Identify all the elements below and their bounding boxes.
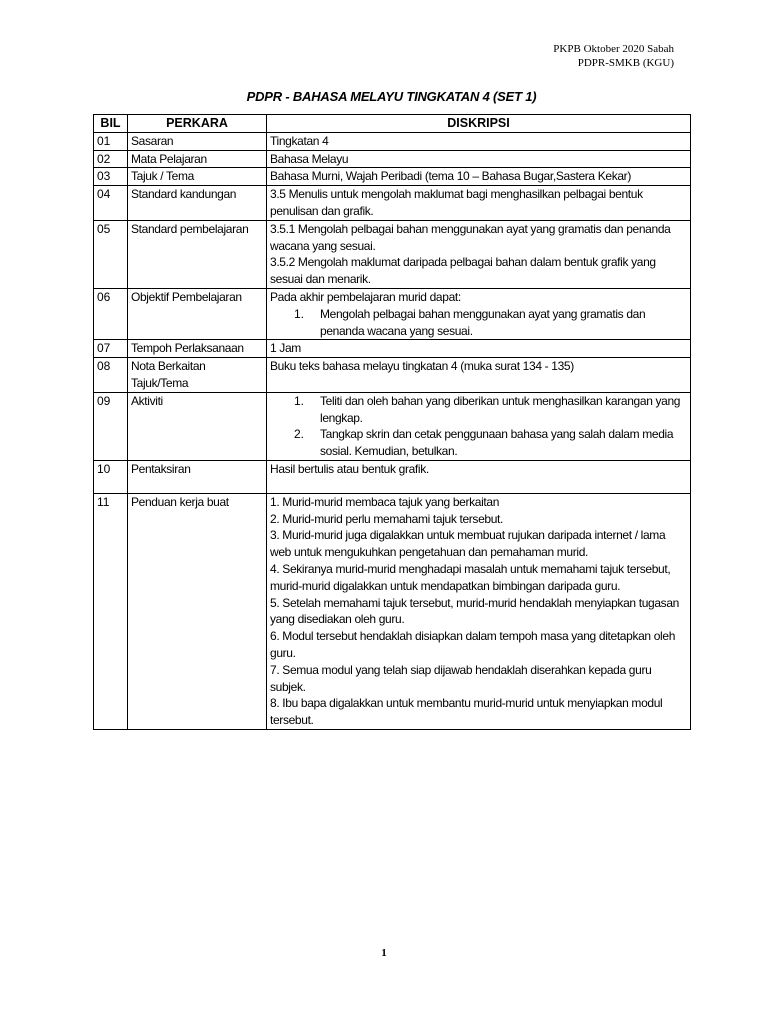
row-perkara	[128, 392, 267, 460]
perkara-text: Tempoh Perlaksanaan	[131, 341, 244, 356]
diskripsi-line: Buku teks bahasa melayu tingkatan 4 (muka surat 134 - 135)	[270, 359, 574, 374]
page-header	[553, 42, 674, 70]
perkara-text: Mata Pelajaran	[131, 151, 207, 166]
row-diskripsi	[267, 132, 691, 150]
document-title: PDPR - BAHASA MELAYU TINGKATAN 4 (SET 1)	[246, 89, 537, 104]
row-perkara	[128, 132, 267, 150]
diskripsi-line: Bahasa Murni, Wajah Peribadi (tema 10 – Bahasa Bugar,Sastera Kekar)	[270, 169, 631, 184]
table-row	[94, 340, 691, 358]
diskripsi-intro: Pada akhir pembelajaran murid dapat:	[270, 289, 461, 304]
row-bil: 01	[94, 132, 128, 150]
row-perkara	[128, 340, 267, 358]
diskripsi-line: 3.5.2 Mengolah maklumat daripada pelbagai bahan dalam bentuk grafik yang sesuai dan menarik.	[270, 255, 656, 287]
perkara-text: Nota Berkaitan Tajuk/Tema	[131, 359, 206, 390]
row-perkara	[128, 186, 267, 221]
numbered-list	[270, 393, 687, 460]
diskripsi-line: Tingkatan 4	[270, 133, 329, 148]
row-diskripsi	[267, 493, 691, 729]
row-diskripsi	[267, 220, 691, 288]
header-line-2: PDPR-SMKB (KGU)	[577, 57, 674, 69]
table-row	[94, 358, 691, 393]
perkara-text: Objektif Pembelajaran	[131, 289, 242, 304]
perkara-text: Standard pembelajaran	[131, 221, 249, 236]
header-bil: BIL	[94, 115, 128, 133]
diskripsi-line: 1. Murid-murid membaca tajuk yang berkaitan	[270, 494, 500, 509]
row-perkara	[128, 220, 267, 288]
perkara-text: Aktiviti	[131, 393, 163, 408]
row-diskripsi	[267, 168, 691, 186]
header-diskripsi: DISKRIPSI	[267, 115, 691, 133]
list-item	[270, 393, 687, 427]
diskripsi-line: 4. Sekiranya murid-murid menghadapi masalah untuk memahami tajuk tersebut, murid-murid digalakkan untuk mendapatkan bimbingan daripada guru.	[270, 561, 671, 593]
list-item-number: 1.	[294, 306, 305, 321]
diskripsi-line: 6. Modul tersebut hendaklah disiapkan dalam tempoh masa yang ditetapkan oleh guru.	[270, 629, 676, 660]
list-item-number: 1.	[294, 393, 305, 408]
row-diskripsi	[267, 340, 691, 358]
numbered-list	[270, 306, 687, 340]
perkara-text: Standard kandungan	[131, 187, 237, 202]
row-perkara	[128, 493, 267, 729]
page-number: 1	[381, 947, 387, 959]
row-bil: 06	[94, 288, 128, 339]
table-row	[94, 460, 691, 493]
diskripsi-line: 8. Ibu bapa digalakkan untuk membantu murid-murid untuk menyiapkan modul tersebut.	[270, 696, 663, 728]
row-bil: 04	[94, 186, 128, 221]
row-diskripsi	[267, 358, 691, 393]
table-body	[94, 132, 691, 729]
row-perkara	[128, 168, 267, 186]
diskripsi-line: 3. Murid-murid juga digalakkan untuk membuat rujukan daripada internet / lama web untuk mengukuhkan pengetahuan dan pemahaman murid.	[270, 528, 666, 560]
row-bil: 09	[94, 392, 128, 460]
row-bil: 02	[94, 150, 128, 168]
diskripsi-line: 3.5.1 Mengolah pelbagai bahan menggunakan ayat yang gramatis dan penanda wacana yang sesuai.	[270, 221, 671, 253]
perkara-text: Tajuk / Tema	[131, 169, 194, 184]
diskripsi-line: Bahasa Melayu	[270, 151, 349, 166]
header-perkara: PERKARA	[128, 115, 267, 133]
row-bil: 07	[94, 340, 128, 358]
row-diskripsi	[267, 460, 691, 493]
diskripsi-line: 3.5 Menulis untuk mengolah maklumat bagi menghasilkan pelbagai bentuk penulisan dan grafik.	[270, 187, 643, 218]
table-header-row	[94, 115, 691, 133]
table-row	[94, 132, 691, 150]
table-row	[94, 220, 691, 288]
list-item-text: Teliti dan oleh bahan yang diberikan untuk menghasilkan karangan yang lengkap.	[320, 393, 681, 425]
table-row	[94, 150, 691, 168]
table-row	[94, 186, 691, 221]
table-row	[94, 288, 691, 339]
list-item-text: Mengolah pelbagai bahan menggunakan ayat yang gramatis dan penanda wacana yang sesuai.	[320, 306, 646, 338]
row-bil: 11	[94, 493, 128, 729]
table-row	[94, 493, 691, 729]
row-bil: 03	[94, 168, 128, 186]
diskripsi-line: 2. Murid-murid perlu memahami tajuk tersebut.	[270, 511, 504, 526]
row-bil: 08	[94, 358, 128, 393]
diskripsi-line: Hasil bertulis atau bentuk grafik.	[270, 461, 429, 476]
row-diskripsi	[267, 392, 691, 460]
table-row	[94, 168, 691, 186]
diskripsi-line: 1 Jam	[270, 341, 301, 356]
row-bil: 05	[94, 220, 128, 288]
perkara-text: Penduan kerja buat	[131, 494, 229, 509]
list-item-text: Tangkap skrin dan cetak penggunaan bahasa yang salah dalam media sosial. Kemudian, betulkan.	[320, 427, 674, 459]
row-perkara	[128, 150, 267, 168]
row-diskripsi	[267, 288, 691, 339]
perkara-text: Pentaksiran	[131, 461, 191, 476]
list-item	[270, 306, 687, 340]
list-item-number: 2.	[294, 427, 305, 442]
perkara-text: Sasaran	[131, 133, 174, 148]
table-row	[94, 392, 691, 460]
row-perkara	[128, 288, 267, 339]
header-line-1: PKPB Oktober 2020 Sabah	[553, 43, 674, 55]
row-bil: 10	[94, 460, 128, 493]
diskripsi-line: 7. Semua modul yang telah siap dijawab hendaklah diserahkan kepada guru subjek.	[270, 662, 652, 694]
list-item	[270, 426, 687, 460]
row-perkara	[128, 358, 267, 393]
diskripsi-line: 5. Setelah memahami tajuk tersebut, murid-murid hendaklah menyiapkan tugasan yang disediakan oleh guru.	[270, 595, 679, 627]
row-diskripsi	[267, 186, 691, 221]
row-diskripsi	[267, 150, 691, 168]
row-perkara	[128, 460, 267, 493]
lesson-plan-table	[93, 114, 691, 730]
